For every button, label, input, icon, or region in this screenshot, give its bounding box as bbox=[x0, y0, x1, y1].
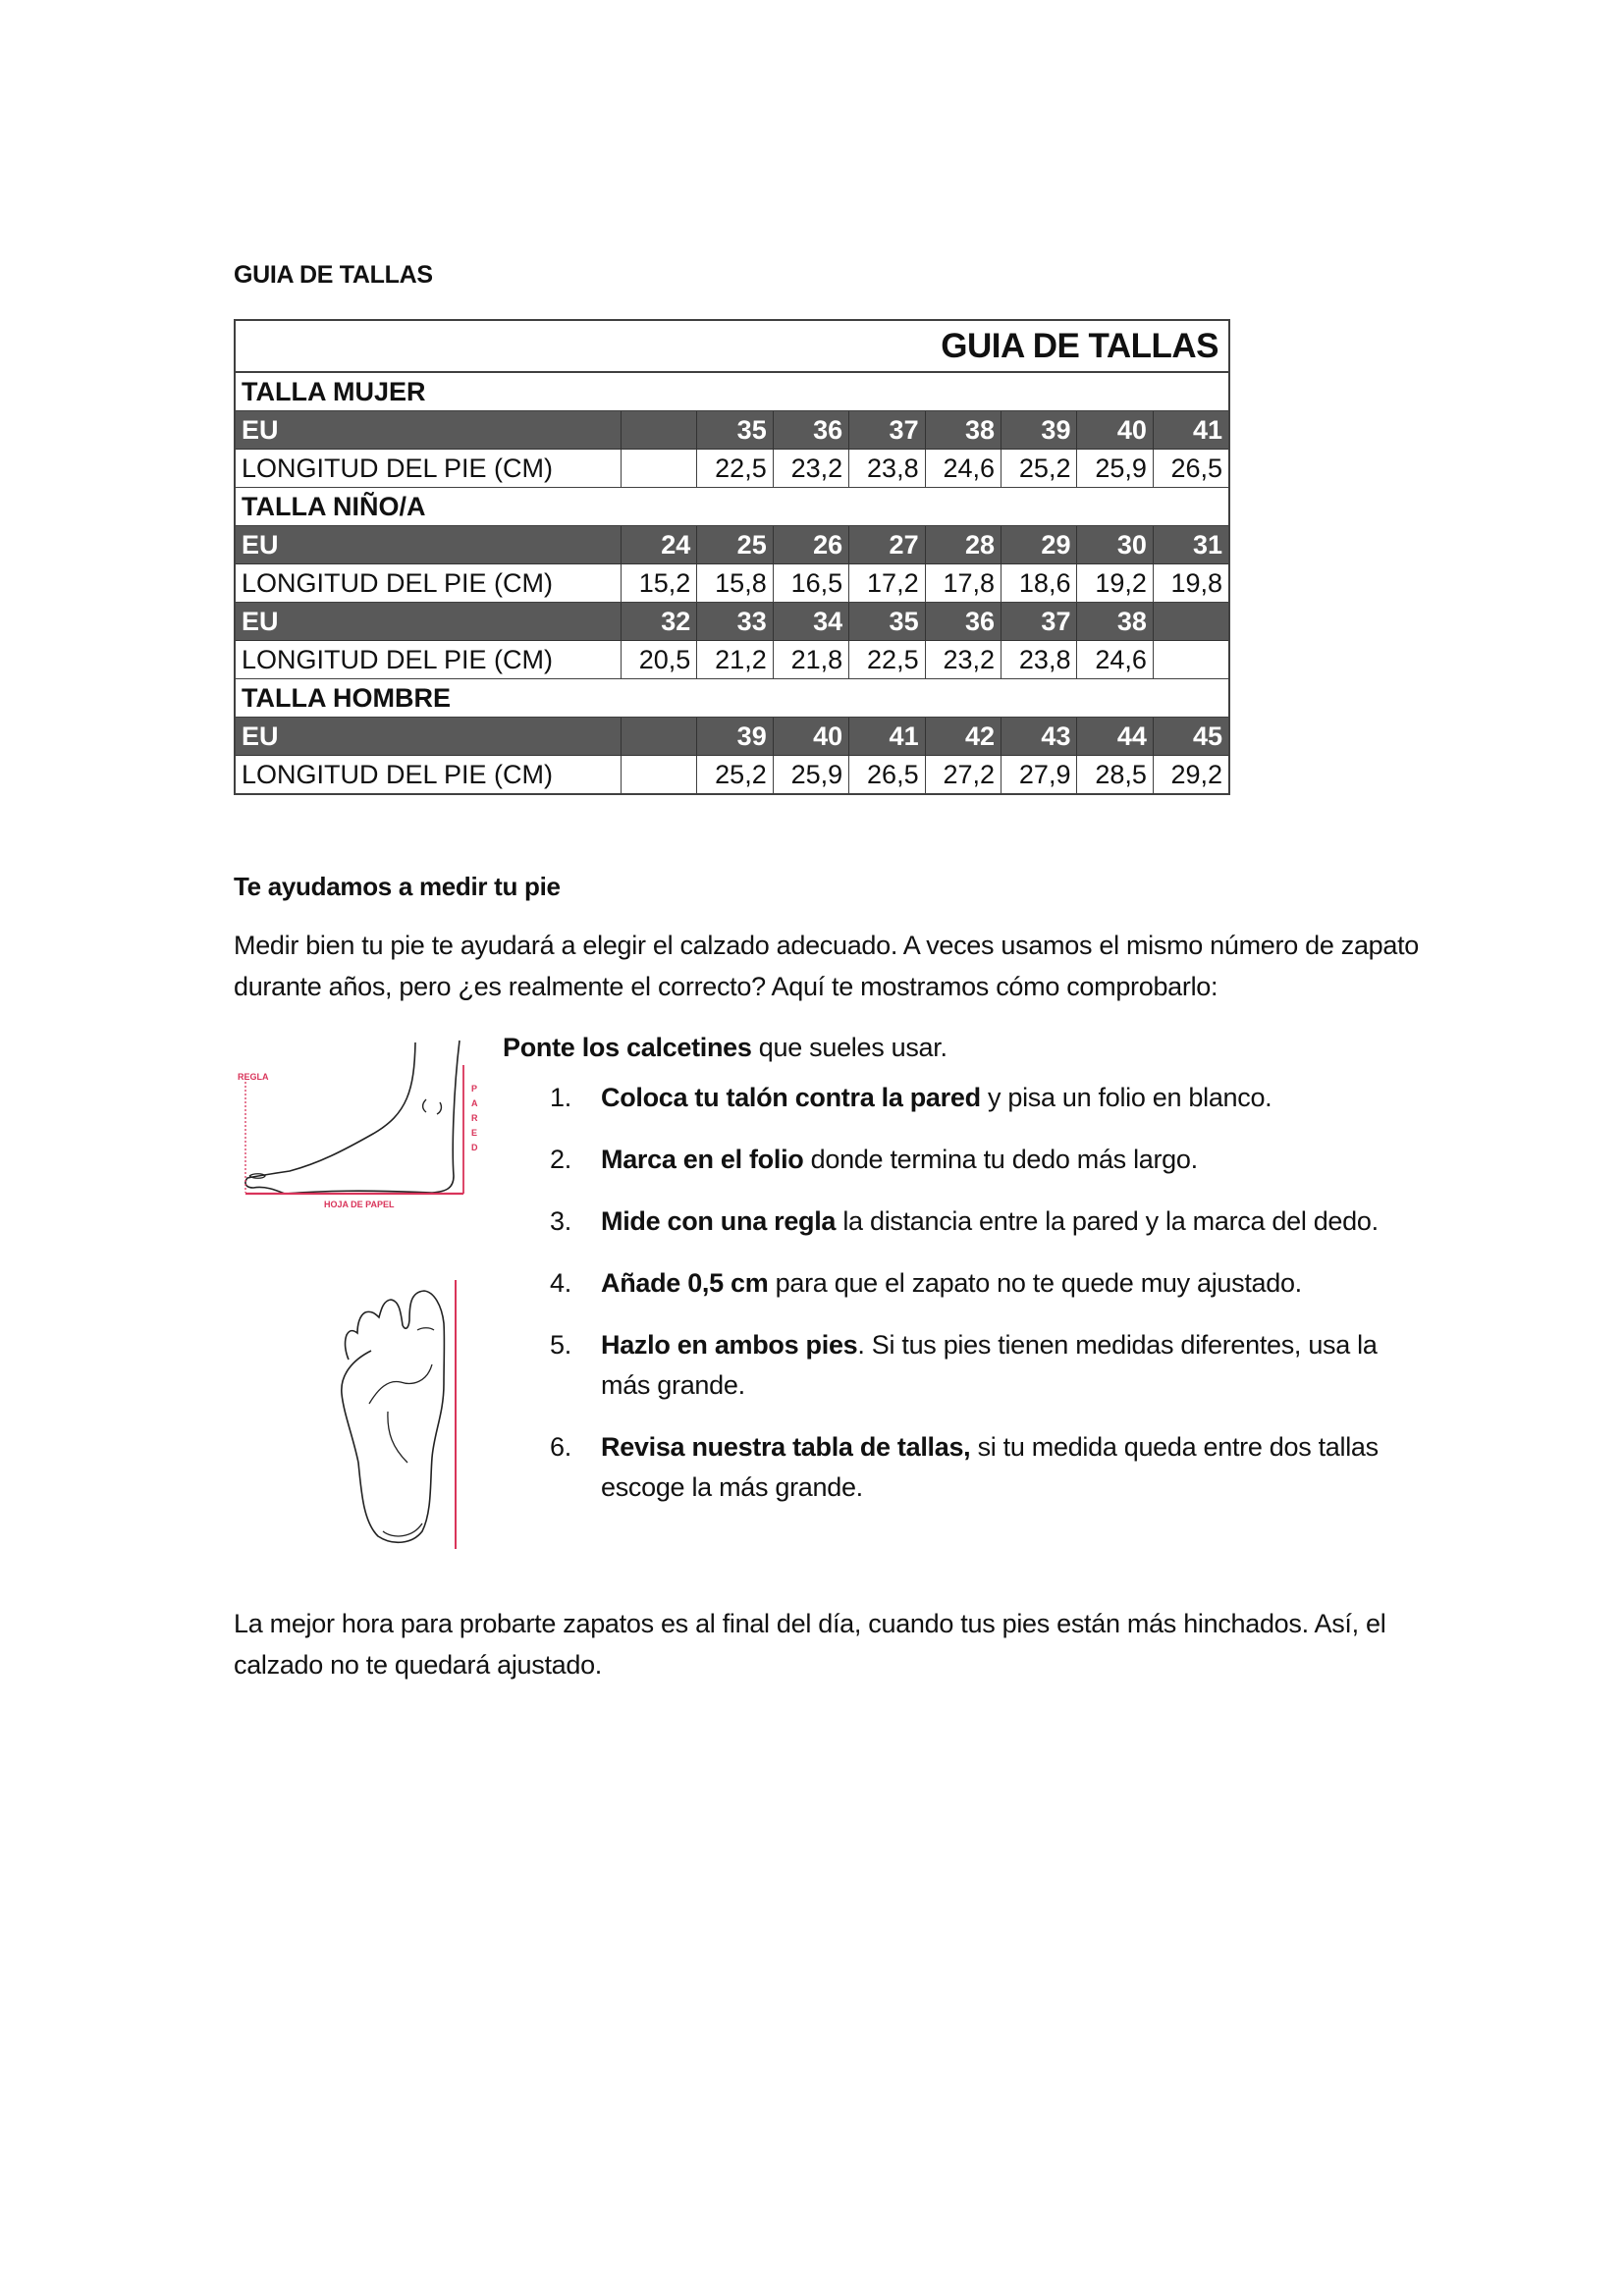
measure-heading: Te ayudamos a medir tu pie bbox=[234, 872, 561, 901]
size-cell bbox=[1153, 603, 1229, 641]
measure-steps-list bbox=[550, 1078, 1424, 1529]
size-cell bbox=[621, 718, 696, 756]
size-cell: 41 bbox=[849, 718, 925, 756]
size-cell: 43 bbox=[1001, 718, 1077, 756]
size-cell: 38 bbox=[925, 411, 1001, 450]
section-title: TALLA NIÑO/A bbox=[235, 488, 1229, 526]
size-cell: 25 bbox=[697, 526, 773, 564]
table-title-row bbox=[235, 320, 1229, 372]
step-bold-text: Añade 0,5 cm bbox=[601, 1268, 769, 1298]
ruler-label: REGLA bbox=[238, 1072, 269, 1082]
size-cell: 26 bbox=[773, 526, 848, 564]
size-cell bbox=[621, 411, 696, 450]
size-cell: 29 bbox=[1001, 526, 1077, 564]
size-cell: 35 bbox=[697, 411, 773, 450]
paper-label: HOJA DE PAPEL bbox=[324, 1200, 395, 1209]
step-item bbox=[550, 1263, 1424, 1304]
side-view-foot-illustration bbox=[236, 1031, 501, 1217]
step-text: . Si tus pies tienen medidas diferentes, usa la más grande. bbox=[601, 1330, 1378, 1400]
step-number: 3. bbox=[550, 1206, 571, 1236]
size-cell: 41 bbox=[1153, 411, 1229, 450]
eu-size-row bbox=[235, 411, 1229, 450]
size-cell: 19,2 bbox=[1077, 564, 1153, 603]
size-cell: 21,8 bbox=[773, 641, 848, 679]
size-cell: 15,2 bbox=[621, 564, 696, 603]
wall-label: P A R E D bbox=[471, 1084, 478, 1152]
size-cell: 31 bbox=[1153, 526, 1229, 564]
step-bold-text: Hazlo en ambos pies bbox=[601, 1330, 858, 1360]
size-cell: 22,5 bbox=[849, 641, 925, 679]
size-cell: 18,6 bbox=[1001, 564, 1077, 603]
size-cell: 25,2 bbox=[1001, 450, 1077, 488]
size-guide-table bbox=[234, 319, 1230, 795]
sole-view-foot-illustration bbox=[314, 1266, 461, 1561]
step-number: 5. bbox=[550, 1330, 571, 1360]
size-cell: 25,9 bbox=[1077, 450, 1153, 488]
sole-detail bbox=[369, 1328, 434, 1536]
size-cell: 19,8 bbox=[1153, 564, 1229, 603]
size-cell: 17,2 bbox=[849, 564, 925, 603]
size-cell: 34 bbox=[773, 603, 848, 641]
size-cell: 39 bbox=[697, 718, 773, 756]
size-cell: 27 bbox=[849, 526, 925, 564]
row-label: LONGITUD DEL PIE (CM) bbox=[235, 450, 621, 488]
size-cell: 37 bbox=[849, 411, 925, 450]
row-label: LONGITUD DEL PIE (CM) bbox=[235, 564, 621, 603]
size-cell: 32 bbox=[621, 603, 696, 641]
size-cell: 26,5 bbox=[849, 756, 925, 795]
size-cell: 33 bbox=[697, 603, 773, 641]
size-cell: 42 bbox=[925, 718, 1001, 756]
size-cell: 16,5 bbox=[773, 564, 848, 603]
size-cell: 38 bbox=[1077, 603, 1153, 641]
step-text: y pisa un folio en blanco. bbox=[980, 1083, 1272, 1112]
row-label: LONGITUD DEL PIE (CM) bbox=[235, 756, 621, 795]
step-bold-text: Mide con una regla bbox=[601, 1206, 837, 1236]
step-item bbox=[550, 1078, 1424, 1118]
size-cell: 37 bbox=[1001, 603, 1077, 641]
size-cell: 17,8 bbox=[925, 564, 1001, 603]
section-title: TALLA MUJER bbox=[235, 372, 1229, 411]
table-title: GUIA DE TALLAS bbox=[235, 320, 1229, 372]
step-text: donde termina tu dedo más largo. bbox=[803, 1145, 1198, 1174]
step-bold-text: Revisa nuestra tabla de tallas, bbox=[601, 1432, 971, 1462]
section-title: TALLA HOMBRE bbox=[235, 679, 1229, 718]
row-label: EU bbox=[235, 603, 621, 641]
row-label: EU bbox=[235, 411, 621, 450]
step-bold-text: Marca en el folio bbox=[601, 1145, 804, 1174]
foot-length-row bbox=[235, 564, 1229, 603]
step-item bbox=[550, 1325, 1424, 1406]
closing-note: La mejor hora para probarte zapatos es al final del día, cuando tus pies están más hinchados. Así, el calzado no te quedará ajustado. bbox=[234, 1609, 1386, 1680]
size-cell: 24,6 bbox=[1077, 641, 1153, 679]
size-cell: 15,8 bbox=[697, 564, 773, 603]
size-cell bbox=[621, 756, 696, 795]
step-number: 2. bbox=[550, 1145, 571, 1174]
size-cell: 24 bbox=[621, 526, 696, 564]
size-cell: 23,8 bbox=[1001, 641, 1077, 679]
size-cell: 36 bbox=[773, 411, 848, 450]
row-label: LONGITUD DEL PIE (CM) bbox=[235, 641, 621, 679]
step-number: 4. bbox=[550, 1268, 571, 1298]
step-number: 1. bbox=[550, 1083, 571, 1112]
step-item bbox=[550, 1427, 1424, 1508]
document-heading: GUIA DE TALLAS bbox=[234, 261, 433, 289]
section-row bbox=[235, 372, 1229, 411]
size-cell: 36 bbox=[925, 603, 1001, 641]
ankle-bone bbox=[423, 1099, 442, 1114]
socks-rest: que sueles usar. bbox=[751, 1033, 947, 1062]
step-bold-text: Coloca tu talón contra la pared bbox=[601, 1083, 981, 1112]
size-cell: 30 bbox=[1077, 526, 1153, 564]
size-cell: 20,5 bbox=[621, 641, 696, 679]
step-item bbox=[550, 1140, 1424, 1180]
size-cell: 27,9 bbox=[1001, 756, 1077, 795]
section-row bbox=[235, 679, 1229, 718]
section-row bbox=[235, 488, 1229, 526]
eu-size-row bbox=[235, 718, 1229, 756]
socks-instruction bbox=[503, 1033, 947, 1063]
size-cell bbox=[621, 450, 696, 488]
foot-length-row bbox=[235, 756, 1229, 795]
size-cell: 28,5 bbox=[1077, 756, 1153, 795]
foot-length-row bbox=[235, 641, 1229, 679]
eu-size-row bbox=[235, 603, 1229, 641]
size-cell: 22,5 bbox=[697, 450, 773, 488]
step-text: si tu medida queda entre dos tallas escoge la más grande. bbox=[601, 1432, 1379, 1502]
step-item bbox=[550, 1201, 1424, 1242]
measure-intro: Medir bien tu pie te ayudará a elegir el calzado adecuado. A veces usamos el mismo número de zapato durante años, pero ¿es realmente el correcto? Aquí te mostramos cómo comprobarlo: bbox=[234, 931, 1420, 1001]
row-label: EU bbox=[235, 526, 621, 564]
size-cell: 21,2 bbox=[697, 641, 773, 679]
size-cell bbox=[1153, 641, 1229, 679]
size-cell: 27,2 bbox=[925, 756, 1001, 795]
side-foot-outline bbox=[245, 1041, 460, 1194]
size-cell: 23,8 bbox=[849, 450, 925, 488]
size-cell: 24,6 bbox=[925, 450, 1001, 488]
socks-bold: Ponte los calcetines bbox=[503, 1033, 752, 1062]
size-cell: 23,2 bbox=[925, 641, 1001, 679]
step-number: 6. bbox=[550, 1432, 571, 1462]
eu-size-row bbox=[235, 526, 1229, 564]
size-cell: 29,2 bbox=[1153, 756, 1229, 795]
size-cell: 28 bbox=[925, 526, 1001, 564]
row-label: EU bbox=[235, 718, 621, 756]
step-text: la distancia entre la pared y la marca del dedo. bbox=[836, 1206, 1379, 1236]
size-cell: 23,2 bbox=[773, 450, 848, 488]
size-cell: 25,9 bbox=[773, 756, 848, 795]
size-cell: 40 bbox=[1077, 411, 1153, 450]
size-cell: 45 bbox=[1153, 718, 1229, 756]
size-cell: 44 bbox=[1077, 718, 1153, 756]
size-cell: 25,2 bbox=[697, 756, 773, 795]
foot-length-row bbox=[235, 450, 1229, 488]
size-cell: 35 bbox=[849, 603, 925, 641]
step-text: para que el zapato no te quede muy ajustado. bbox=[768, 1268, 1302, 1298]
size-cell: 39 bbox=[1001, 411, 1077, 450]
size-cell: 40 bbox=[773, 718, 848, 756]
size-cell: 26,5 bbox=[1153, 450, 1229, 488]
